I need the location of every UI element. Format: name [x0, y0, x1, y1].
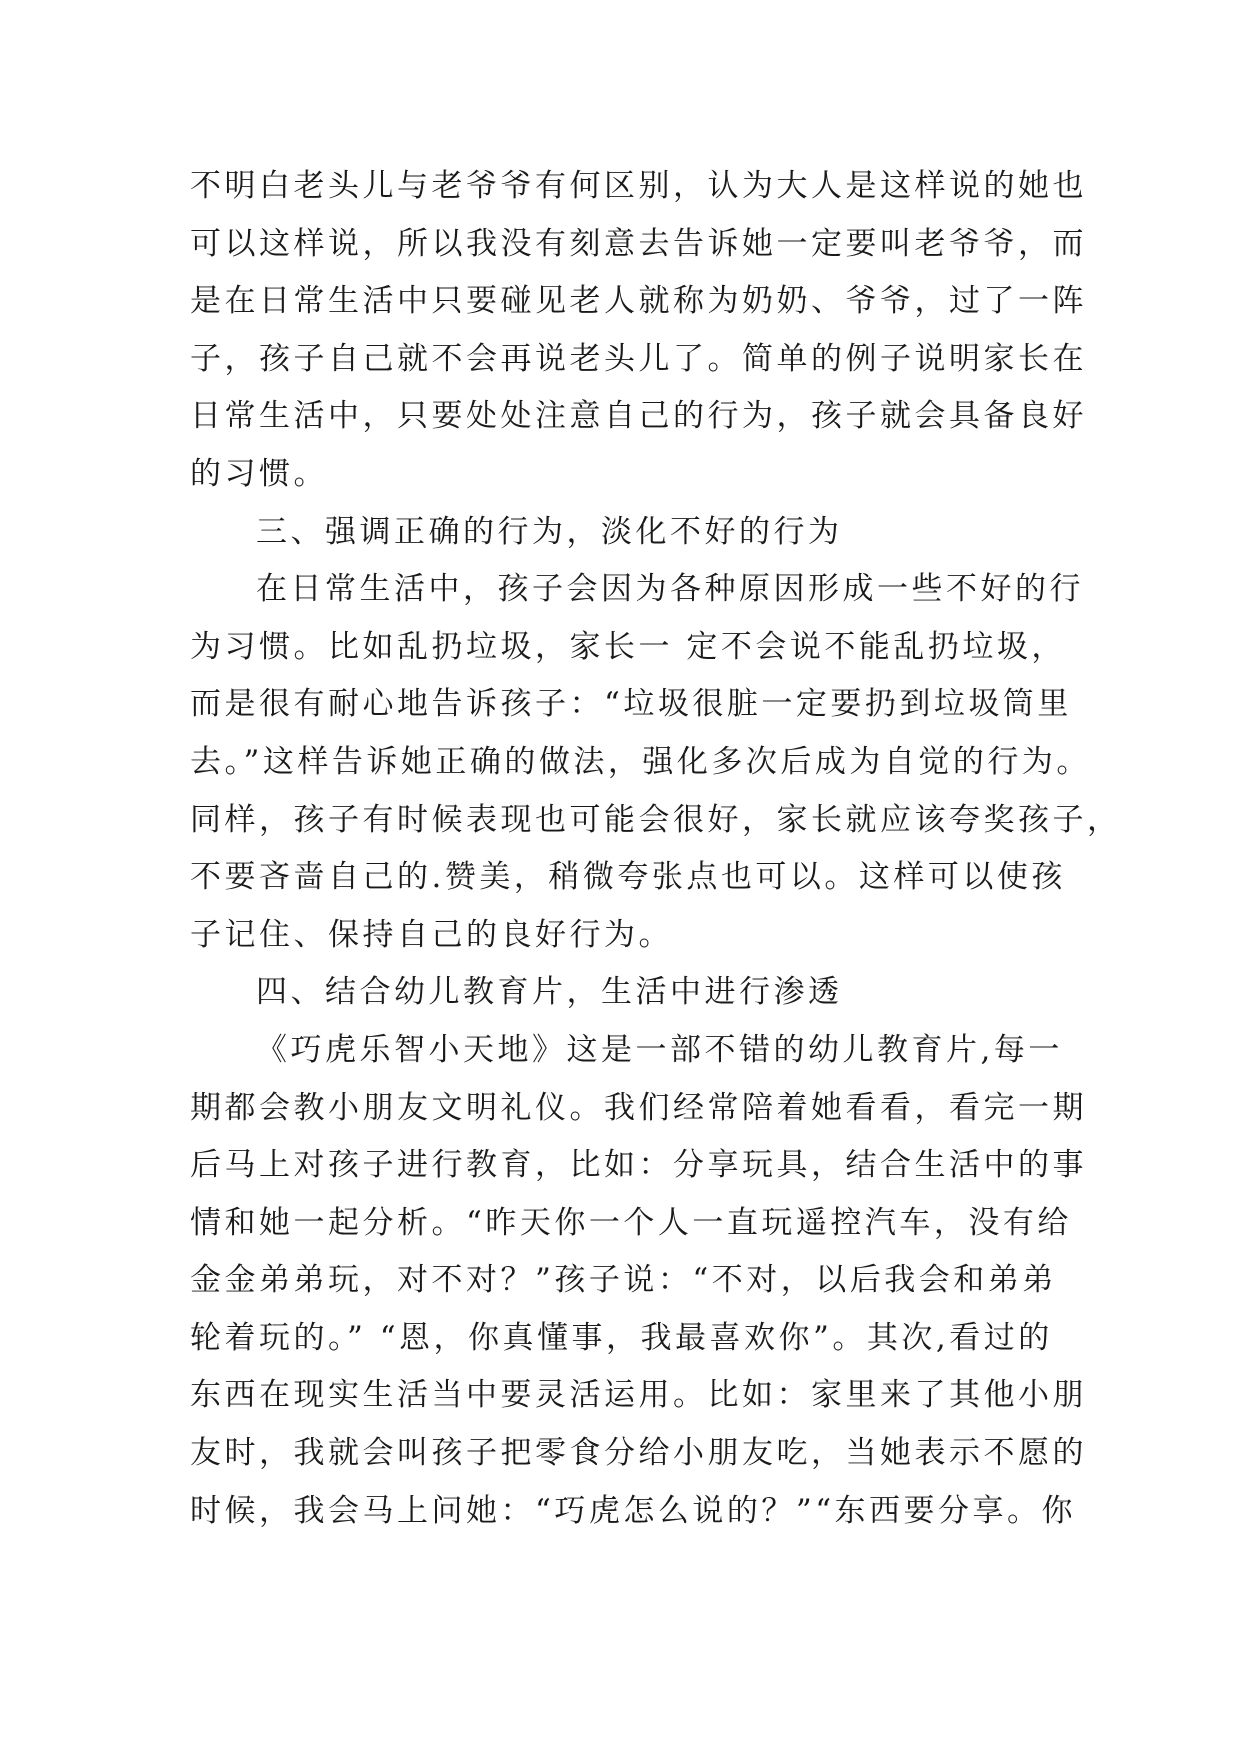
- text-line: 金金弟弟玩，对不对？”孩子说：“不对，以后我会和弟弟: [190, 1262, 1057, 1299]
- text-line: 同样，孩子有时候表现也可能会很好，家长就应该夸奖孩子，: [190, 801, 1122, 838]
- text-line: 在日常生活中，孩子会因为各种原因形成一些不好的行: [256, 571, 1084, 608]
- text-line: 日常生活中，只要处处注意自己的行为，孩子就会具备良好: [190, 398, 1087, 435]
- text-line: 后马上对孩子进行教育，比如：分享玩具，结合生活中的事: [190, 1147, 1087, 1184]
- text-line: 是在日常生活中只要碰见老人就称为奶奶、爷爷，过了一阵: [190, 283, 1087, 320]
- text-line: 不要吝啬自己的.赞美，稍微夸张点也可以。这样可以使孩: [190, 859, 1066, 896]
- text-line: 为习惯。比如乱扔垃圾，家长一 定不会说不能乱扔垃圾，: [190, 628, 1066, 665]
- text-line: 《巧虎乐智小天地》这是一部不错的幼儿教育片,每一: [256, 1031, 1063, 1068]
- text-line: 友时，我就会叫孩子把零食分给小朋友吃，当她表示不愿的: [190, 1435, 1087, 1472]
- text-line: 轮着玩的。” “恩，你真懂事，我最喜欢你”。其次,看过的: [190, 1319, 1053, 1356]
- section-heading: 四、结合幼儿教育片，生活中进行渗透: [256, 974, 843, 1011]
- text-line: 不明白老头儿与老爷爷有何区别，认为大人是这样说的她也: [190, 168, 1087, 204]
- text-line: 东西在现实生活当中要灵活运用。比如：家里来了其他小朋: [190, 1377, 1087, 1414]
- text-line: 可以这样说，所以我没有刻意去告诉她一定要叫老爷爷，而: [190, 225, 1087, 262]
- text-line: 期都会教小朋友文明礼仪。我们经常陪着她看看，看完一期: [190, 1089, 1087, 1126]
- text-line: 去。”这样告诉她正确的做法，强化多次后成为自觉的行为。: [190, 743, 1091, 780]
- text-line: 子，孩子自己就不会再说老头儿了。简单的例子说明家长在: [190, 340, 1087, 377]
- body-text: [190, 158, 1122, 1540]
- text-line: 时候，我会马上问她：“巧虎怎么说的？”“东西要分享。你: [190, 1492, 1077, 1529]
- text-line: 的习惯。: [190, 455, 328, 492]
- text-line: 而是很有耐心地告诉孩子：“垃圾很脏一定要扔到垃圾筒里: [190, 686, 1072, 723]
- text-line: 子记住、保持自己的良好行为。: [190, 916, 673, 953]
- text-line: 情和她一起分析。“昨天你一个人一直玩遥控汽车，没有给: [190, 1204, 1072, 1241]
- section-heading: 三、强调正确的行为，淡化不好的行为: [256, 513, 843, 550]
